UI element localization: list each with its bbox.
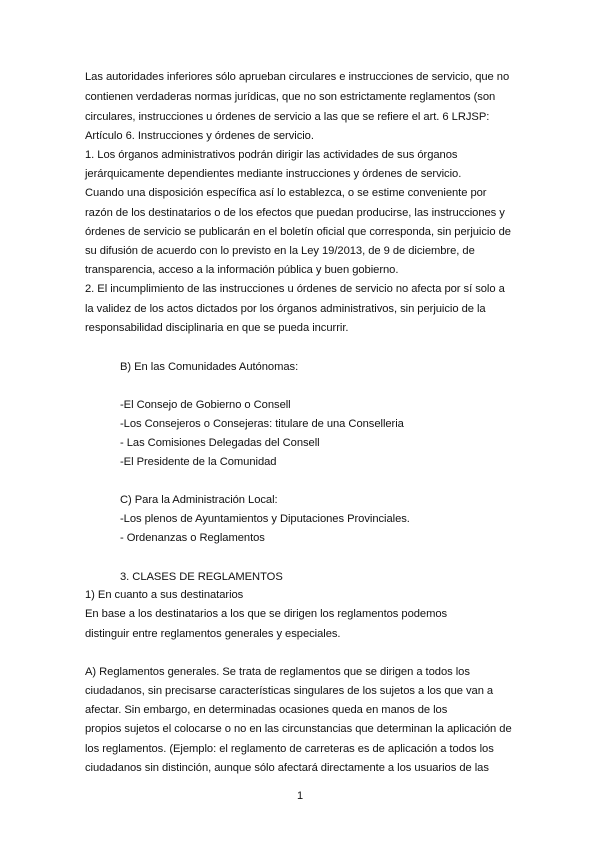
section-3-intro-line: En base a los destinatarios a los que se dirigen los reglamentos podemos (85, 608, 448, 620)
paragraph-1-line: Artículo 6. Instrucciones y órdenes de servicio. (85, 130, 314, 142)
section-3-subheading: 1) En cuanto a sus destinatarios (85, 589, 244, 601)
section-b-heading: B) En las Comunidades Autónomas: (120, 361, 299, 373)
page-number: 1 (296, 790, 304, 802)
paragraph-1-line: la validez de los actos dictados por los órganos administrativos, sin perjuicio de la (85, 303, 486, 315)
paragraph-1-line: responsabilidad disciplinaria en que se pueda incurrir. (85, 322, 349, 334)
paragraph-a-line: ciudadanos, sin precisarse características singulares de los sujetos a los que van a (85, 685, 494, 697)
paragraph-a-line: propios sujetos el colocarse o no en las circunstancias que determinan la aplicación de (85, 723, 512, 735)
section-3-heading: 3. CLASES DE REGLAMENTOS (120, 571, 283, 583)
paragraph-a-line: ciudadanos sin distinción, aunque sólo afectará directamente a los usuarios de las (85, 762, 489, 774)
paragraph-1-line: su difusión de acuerdo con lo previsto en la Ley 19/2013, de 9 de diciembre, de (85, 245, 475, 257)
paragraph-1-line: razón de los destinatarios o de los efectos que puedan producirse, las instrucciones y (85, 207, 505, 219)
paragraph-1-line: jerárquicamente dependientes mediante instrucciones y órdenes de servicio. (85, 168, 462, 180)
paragraph-1-line: 2. El incumplimiento de las instrucciones u órdenes de servicio no afecta por sí solo a (85, 283, 505, 295)
paragraph-a-line: A) Reglamentos generales. Se trata de reglamentos que se dirigen a todos los (85, 666, 470, 678)
section-c-item: - Ordenanzas o Reglamentos (120, 532, 265, 544)
paragraph-1-line: Las autoridades inferiores sólo aprueban circulares e instrucciones de servicio, que no (85, 71, 510, 83)
section-b-item: -El Consejo de Gobierno o Consell (120, 399, 291, 411)
paragraph-a-line: afectar. Sin embargo, en determinadas ocasiones queda en manos de los (85, 704, 448, 716)
paragraph-1-line: 1. Los órganos administrativos podrán dirigir las actividades de sus órganos (85, 149, 458, 161)
section-b-item: -Los Consejeros o Consejeras: titulare de una Conselleria (120, 418, 404, 430)
paragraph-a-line: los reglamentos. (Ejemplo: el reglamento de carreteras es de aplicación a todos los (85, 743, 494, 755)
section-3-intro-line: distinguir entre reglamentos generales y especiales. (85, 628, 341, 640)
paragraph-1-line: circulares, instrucciones u órdenes de servicio a las que se refiere el art. 6 LRJSP: (85, 111, 490, 123)
section-b-item: - Las Comisiones Delegadas del Consell (120, 437, 320, 449)
paragraph-1-line: Cuando una disposición específica así lo establezca, o se estime conveniente por (85, 187, 487, 199)
paragraph-1-line: transparencia, acceso a la información pública y buen gobierno. (85, 264, 399, 276)
section-c-heading: C) Para la Administración Local: (120, 494, 278, 506)
section-c-item: -Los plenos de Ayuntamientos y Diputaciones Provinciales. (120, 513, 410, 525)
paragraph-1-line: contienen verdaderas normas jurídicas, que no son estrictamente reglamentos (son (85, 91, 496, 103)
paragraph-1-line: órdenes de servicio se publicarán en el boletín oficial que corresponda, sin perjuicio de (85, 226, 511, 238)
section-b-item: -El Presidente de la Comunidad (120, 456, 277, 468)
